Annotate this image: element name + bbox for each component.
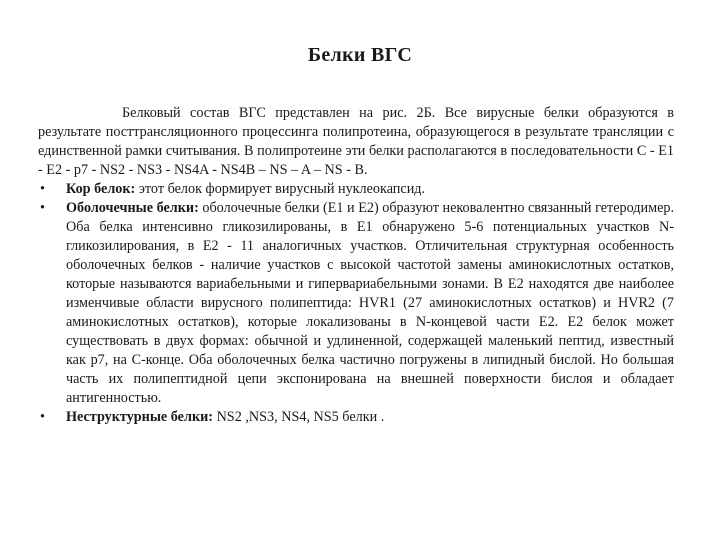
body-text [38, 104, 674, 427]
bullet-dot-icon: • [40, 409, 45, 425]
bullet-item-envelope-proteins [38, 199, 674, 408]
page-title: Белки ВГС [307, 44, 413, 66]
intro-paragraph: Белковый состав ВГС представлен на рис. 2Б. Все вирусные белки образуются в результате посттрансляционного процессинга полипротеина, образующегося в результате трансляции с единственной рамки считывания. В полипротеине эти белки располагаются в последовательности С - Е1 - Е2 - р7 - NS2 - NS3 - NS4A - NS4B – NS – A – NS - B. [38, 105, 674, 178]
bullet-term: Неструктурные белки: [66, 409, 214, 425]
bullet-text: NS2 ,NS3, NS4, NS5 белки . [213, 409, 385, 425]
bullet-term: Кор белок: [66, 181, 136, 197]
bullet-item-nonstructural-proteins [38, 408, 674, 427]
bullet-item-core-protein [38, 180, 674, 199]
bullet-list [38, 180, 674, 427]
bullet-dot-icon: • [40, 200, 45, 216]
bullet-text: этот белок формирует вирусный нуклеокапсид. [135, 181, 426, 197]
bullet-dot-icon: • [40, 181, 45, 197]
bullet-text: оболочечные белки (Е1 и Е2) образуют нековалентно связанный гетеродимер. Оба белка интенсивно гликозилированы, в Е1 обнаружено 5-6 потенциальных участков N-гликозилирования, в Е2 - 11 аналогичных участков. Отличительная структурная особенность оболочечных белков - наличие участков с высокой частотой замены аминокислотных остатков, которые называются вариабельными и гипервариабельными зонами. В Е2 находятся две наиболее изменчивые области вирусного полипептида: HVR1 (27 аминокислотных остатков) и HVR2 (7 аминокислотных остатков), которые локализованы в N-концевой части Е2. Е2 белок может существовать в двух формах: обычной и удлиненной, содержащей маленький пептид, известный как р7, на С-конце. Оба оболочечных белка частично погружены в липидный бислой. Но большая часть их полипептидной цепи экспонирована на внешней поверхности бислоя и обладает антигенностью. [66, 200, 675, 406]
bullet-term: Оболочечные белки: [66, 200, 199, 216]
